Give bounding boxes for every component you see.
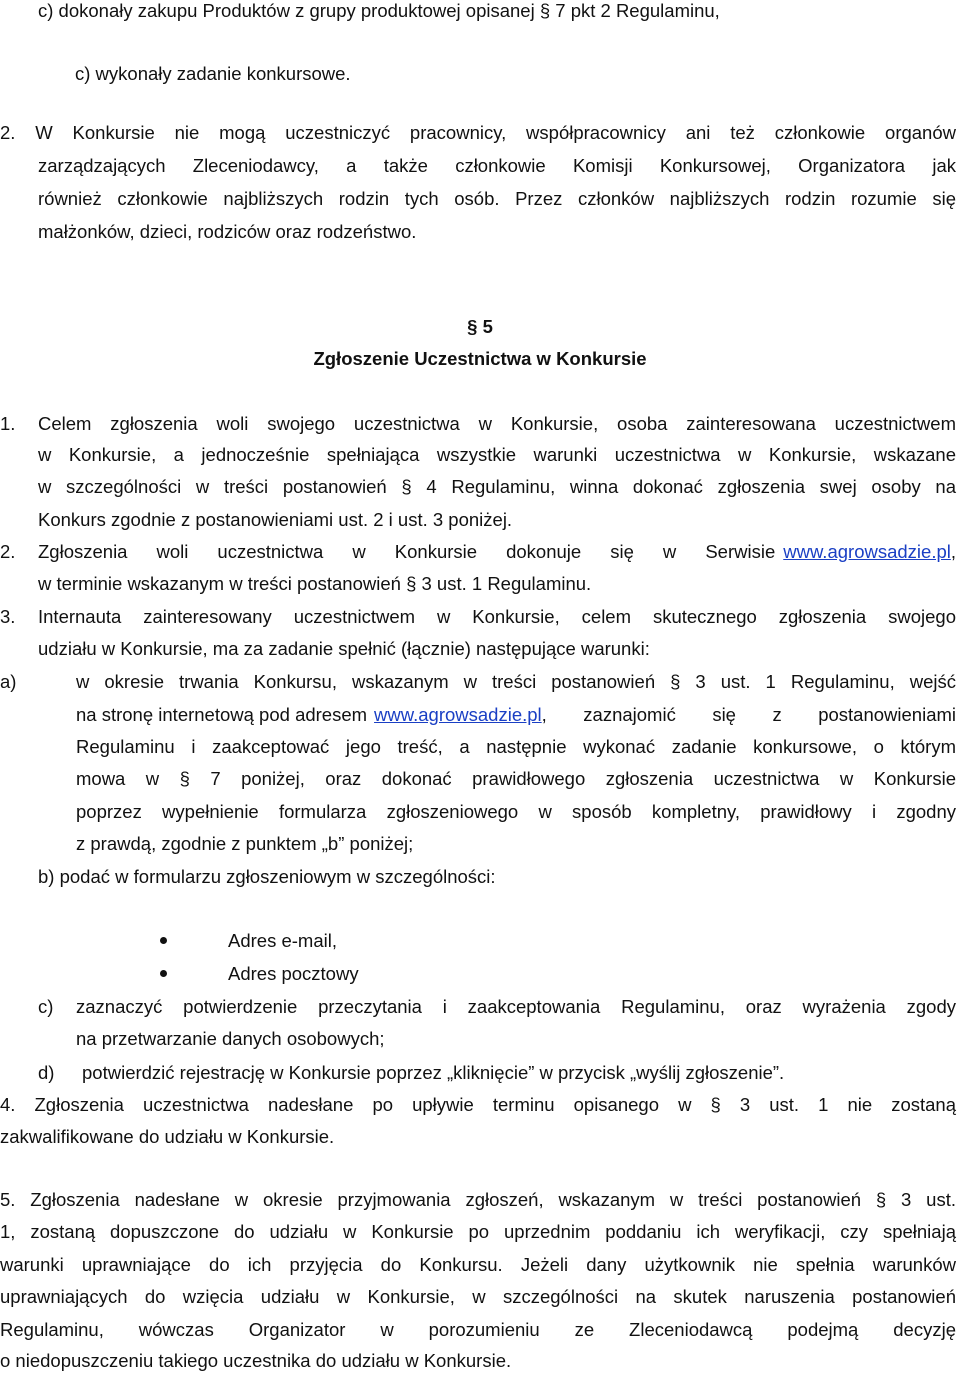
s2-comma: , [950, 541, 956, 562]
s3-d-line: potwierdzić rejestrację w Konkursie poprzez „kliknięcie” w przycisk „wyślij zgłoszenie”. [82, 1062, 785, 1083]
s4-line-1: 4. Zgłoszenia uczestnictwa nadesłane po upływie terminu opisanego w § 3 ust. 1 nie zostaną [0, 1094, 956, 1115]
s3-line-1: Internauta zainteresowany uczestnictwem w Konkursie, celem skutecznego zgłoszenia swojego [38, 606, 956, 627]
p2-line-2: zarządzających Zleceniodawcy, a także członkowie Komisji Konkursowej, Organizatora jak [38, 155, 956, 176]
p2-line-3: również członkowie najbliższych rodzin tych osób. Przez członków najbliższych rodzin rozumie się [38, 188, 956, 209]
top-item-c2: c) wykonały zadanie konkursowe. [75, 63, 351, 84]
p2-line-4: małżonków, dzieci, rodziców oraz rodzeństwo. [38, 221, 417, 242]
bullet-email: Adres e-mail, [228, 930, 337, 951]
s2-line-1 [38, 536, 956, 568]
s5-line-1: 5. Zgłoszenia nadesłane w okresie przyjmowania zgłoszeń, wskazanym w treści postanowień § 3 ust. [0, 1189, 956, 1210]
p2-line-1: 2. W Konkursie nie mogą uczestniczyć pracownicy, współpracownicy ani też członkowie organów [0, 122, 956, 143]
s3-line-2: udziału w Konkursie, ma za zadanie spełnić (łącznie) następujące warunki: [38, 638, 650, 659]
agrowsadzie-link[interactable]: www.agrowsadzie.pl [783, 541, 951, 562]
s5-line-2: 1, zostaną dopuszczone do udziału w Konkursie po uprzednim poddaniu ich weryfikacji, czy spełniają [0, 1221, 956, 1242]
s3-a-line-5: poprzez wypełnienie formularza zgłoszeniowego w sposób kompletny, prawidłowy i zgodny [76, 801, 956, 822]
s1-line-1: Celem zgłoszenia woli swojego uczestnictwa w Konkursie, osoba zainteresowana uczestnictwem [38, 413, 956, 434]
s3-a-line-6: z prawdą, zgodnie z punktem „b” poniżej; [76, 833, 414, 854]
s2-line-2: w terminie wskazanym w treści postanowień § 3 ust. 1 Regulaminu. [38, 573, 592, 594]
agrowsadzie-link-2[interactable]: www.agrowsadzie.pl [374, 704, 542, 725]
s3-c-line-2: na przetwarzanie danych osobowych; [76, 1028, 385, 1049]
s2-link-wrap [783, 536, 956, 568]
s5-line-6: o niedopuszczeniu takiego uczestnika do udziału w Konkursie. [0, 1350, 512, 1371]
s3-a-line-1: w okresie trwania Konkursu, wskazanym w treści postanowień § 3 ust. 1 Regulaminu, wejść [76, 671, 956, 692]
s3-b-line: b) podać w formularzu zgłoszeniowym w szczególności: [38, 866, 496, 887]
bullet-icon [160, 937, 167, 944]
s3-a-label: a) [0, 671, 17, 692]
s4-line-2: zakwalifikowane do udziału w Konkursie. [0, 1126, 335, 1147]
section-number: § 5 [467, 316, 493, 337]
spacer [367, 699, 374, 731]
s2-number: 2. [0, 541, 16, 562]
s1-line-4: Konkurs zgodnie z postanowieniami ust. 2 i ust. 3 poniżej. [38, 509, 513, 530]
s5-line-5: Regulaminu, wówczas Organizator w porozumieniu ze Zleceniodawcą podejmą decyzję [0, 1319, 956, 1340]
s1-number: 1. [0, 413, 16, 434]
s3-a-post: , zaznajomić się z postanowieniami [541, 704, 956, 725]
s5-line-4: uprawniających do wzięcia udziału w Konkursie, w szczególności na skutek naruszenia postanowień [0, 1286, 956, 1307]
s3-a-line-3: Regulaminu i zaakceptować jego treść, a następnie wykonać zadanie konkursowe, o którym [76, 736, 956, 757]
top-item-c1: c) dokonały zakupu Produktów z grupy produktowej opisanej § 7 pkt 2 Regulaminu, [38, 0, 720, 21]
s3-a-line-2 [76, 699, 956, 731]
s3-c-line-1: zaznaczyć potwierdzenie przeczytania i zaakceptowania Regulaminu, oraz wyrażenia zgody [76, 996, 956, 1017]
s3-a-pre: na stronę internetową pod adresem [76, 704, 368, 725]
section-title: Zgłoszenie Uczestnictwa w Konkursie [313, 348, 647, 369]
s1-line-3: w szczególności w treści postanowień § 4 Regulaminu, winna dokonać zgłoszenia swej osoby na [38, 476, 956, 497]
s3-d-label: d) [38, 1062, 55, 1083]
s3-a-line-4: mowa w § 7 poniżej, oraz dokonać prawidłowego zgłoszenia uczestnictwa w Konkursie [76, 768, 956, 789]
s5-line-3: warunki uprawniające do ich przyjęcia do Konkursu. Jeżeli dany użytkownik nie spełnia warunków [0, 1254, 956, 1275]
bullet-address: Adres pocztowy [228, 963, 359, 984]
s1-line-2: w Konkursie, a jednocześnie spełniająca wszystkie warunki uczestnictwa w Konkursie, wskazane [38, 444, 956, 465]
s3-c-label: c) [38, 996, 54, 1017]
bullet-icon [160, 970, 167, 977]
s3-number: 3. [0, 606, 16, 627]
s2-text: Zgłoszenia woli uczestnictwa w Konkursie dokonuje się w Serwisie [38, 541, 776, 562]
